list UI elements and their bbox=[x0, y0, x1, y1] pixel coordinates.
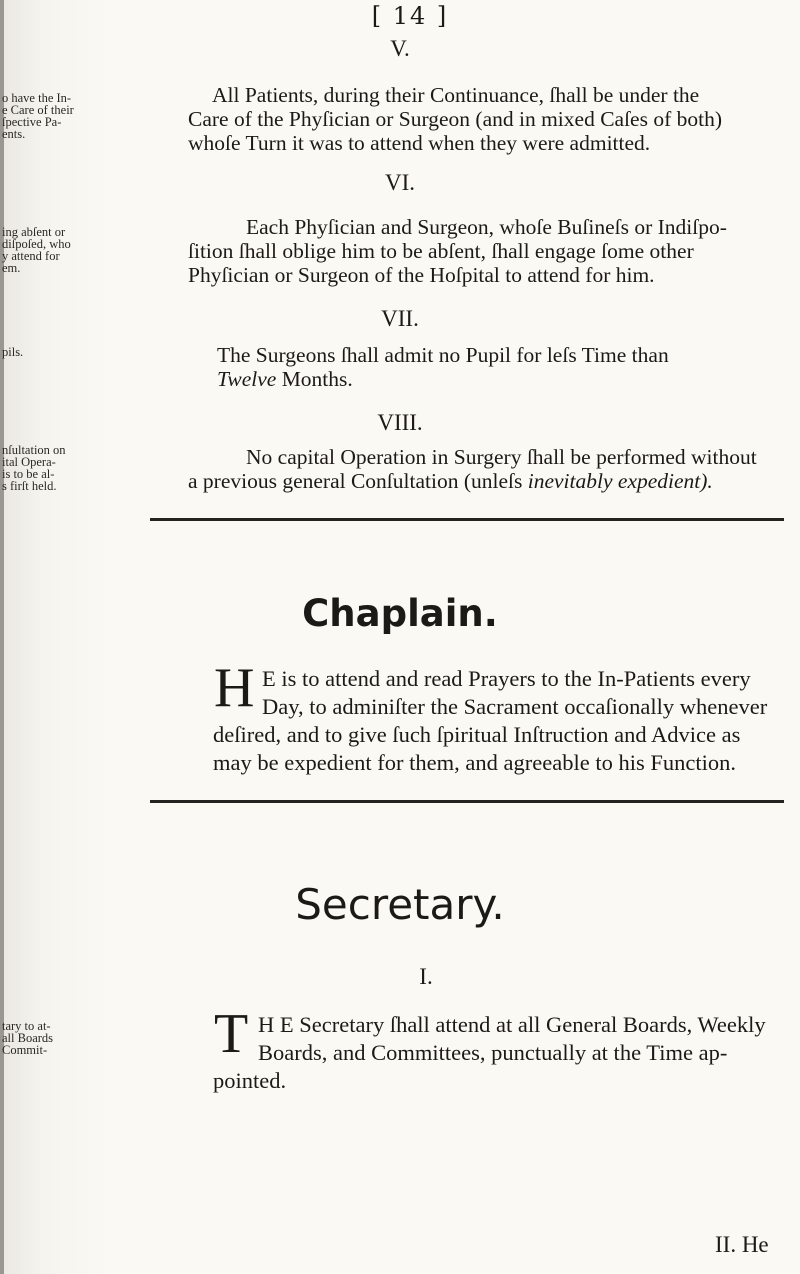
text-line: pointed. bbox=[213, 1068, 287, 1093]
section-numeral-secretary-i: I. bbox=[419, 964, 433, 989]
section-vi-text bbox=[188, 215, 788, 287]
text-line: The Surgeons ſhall admit no Pupil for leſs Time than bbox=[217, 343, 669, 367]
page-number: [ 14 ] bbox=[371, 2, 449, 30]
section-vii-text bbox=[217, 343, 788, 391]
section-divider-rule bbox=[150, 800, 784, 803]
drop-cap-t: T bbox=[214, 1003, 249, 1065]
text-line bbox=[217, 367, 788, 391]
text-line: whoſe Turn it was to attend when they were admitted. bbox=[188, 131, 651, 155]
drop-cap-h: H bbox=[214, 657, 255, 719]
text-line: No capital Operation in Surgery ſhall be performed without bbox=[246, 445, 757, 469]
chaplain-text-first bbox=[262, 665, 790, 721]
section-numeral-v: V. bbox=[390, 36, 410, 61]
margin-note-line: ing abſent or bbox=[2, 225, 66, 239]
margin-note-line: o have the In- bbox=[2, 91, 72, 105]
margin-note-viii bbox=[2, 444, 102, 492]
section-numeral-vii: VII. bbox=[381, 306, 419, 331]
text-fragment: Months. bbox=[276, 367, 353, 391]
section-v-text bbox=[188, 83, 788, 155]
margin-note-line: s firſt held. bbox=[2, 479, 57, 493]
text-line: Phyſician or Surgeon of the Hoſpital to attend for him. bbox=[188, 263, 655, 287]
margin-note-line: ital Opera- bbox=[2, 455, 56, 469]
italic-text: Twelve bbox=[217, 367, 277, 391]
text-line: All Patients, during their Continuance, ſhall be under the bbox=[212, 83, 700, 107]
margin-note-vii bbox=[2, 346, 102, 358]
margin-note-line: all Boards bbox=[2, 1031, 54, 1045]
section-numeral-vi: VI. bbox=[384, 170, 416, 195]
text-line: Day, to adminiſter the Sacrament occaſionally whenever bbox=[262, 694, 768, 719]
heading-secretary: Secretary. bbox=[295, 880, 505, 929]
section-viii-text bbox=[188, 445, 788, 493]
margin-note-line: ents. bbox=[2, 127, 26, 141]
margin-note-line: ſpective Pa- bbox=[2, 115, 62, 129]
margin-note-line: pils. bbox=[2, 345, 24, 359]
margin-note-vi bbox=[2, 226, 102, 274]
margin-note-v bbox=[2, 92, 102, 140]
text-line: may be expedient for them, and agreeable to his Function. bbox=[213, 750, 736, 775]
margin-note-line: e Care of their bbox=[2, 103, 74, 117]
margin-note-line: Commit- bbox=[2, 1043, 48, 1057]
heading-chaplain: Chaplain. bbox=[302, 592, 498, 635]
text-line: Care of the Phyſician or Surgeon (and in mixed Caſes of both) bbox=[188, 107, 723, 131]
section-divider-rule bbox=[150, 518, 784, 521]
margin-note-line: diſpoſed, who bbox=[2, 237, 71, 251]
catchword: II. He bbox=[715, 1232, 769, 1257]
text-line: Each Phyſician and Surgeon, whoſe Buſineſs or Indiſpo- bbox=[246, 215, 727, 239]
margin-note-line: tary to at- bbox=[2, 1019, 51, 1033]
text-line bbox=[188, 469, 788, 493]
chaplain-text-rest bbox=[213, 721, 741, 777]
secretary-text-last bbox=[213, 1067, 741, 1095]
italic-text: inevitably expedient). bbox=[527, 469, 713, 493]
secretary-text-first bbox=[258, 1011, 786, 1067]
text-line: E is to attend and read Prayers to the In-Patients every bbox=[262, 666, 751, 691]
text-fragment: a previous general Conſultation (unleſs bbox=[188, 469, 528, 493]
text-line: H E Secretary ſhall attend at all General Boards, Weekly bbox=[258, 1012, 766, 1037]
margin-note-secretary bbox=[2, 1020, 102, 1056]
text-line: deſired, and to give ſuch ſpiritual Inſtruction and Advice as bbox=[213, 722, 741, 747]
margin-note-line: is to be al- bbox=[2, 467, 55, 481]
text-line: ſition ſhall oblige him to be abſent, ſhall engage ſome other bbox=[188, 239, 694, 263]
margin-note-line: nſultation on bbox=[2, 443, 66, 457]
margin-note-line: em. bbox=[2, 261, 21, 275]
margin-note-line: y attend for bbox=[2, 249, 60, 263]
section-numeral-viii: VIII. bbox=[377, 410, 423, 435]
text-line: Boards, and Committees, punctually at the Time ap- bbox=[258, 1040, 728, 1065]
